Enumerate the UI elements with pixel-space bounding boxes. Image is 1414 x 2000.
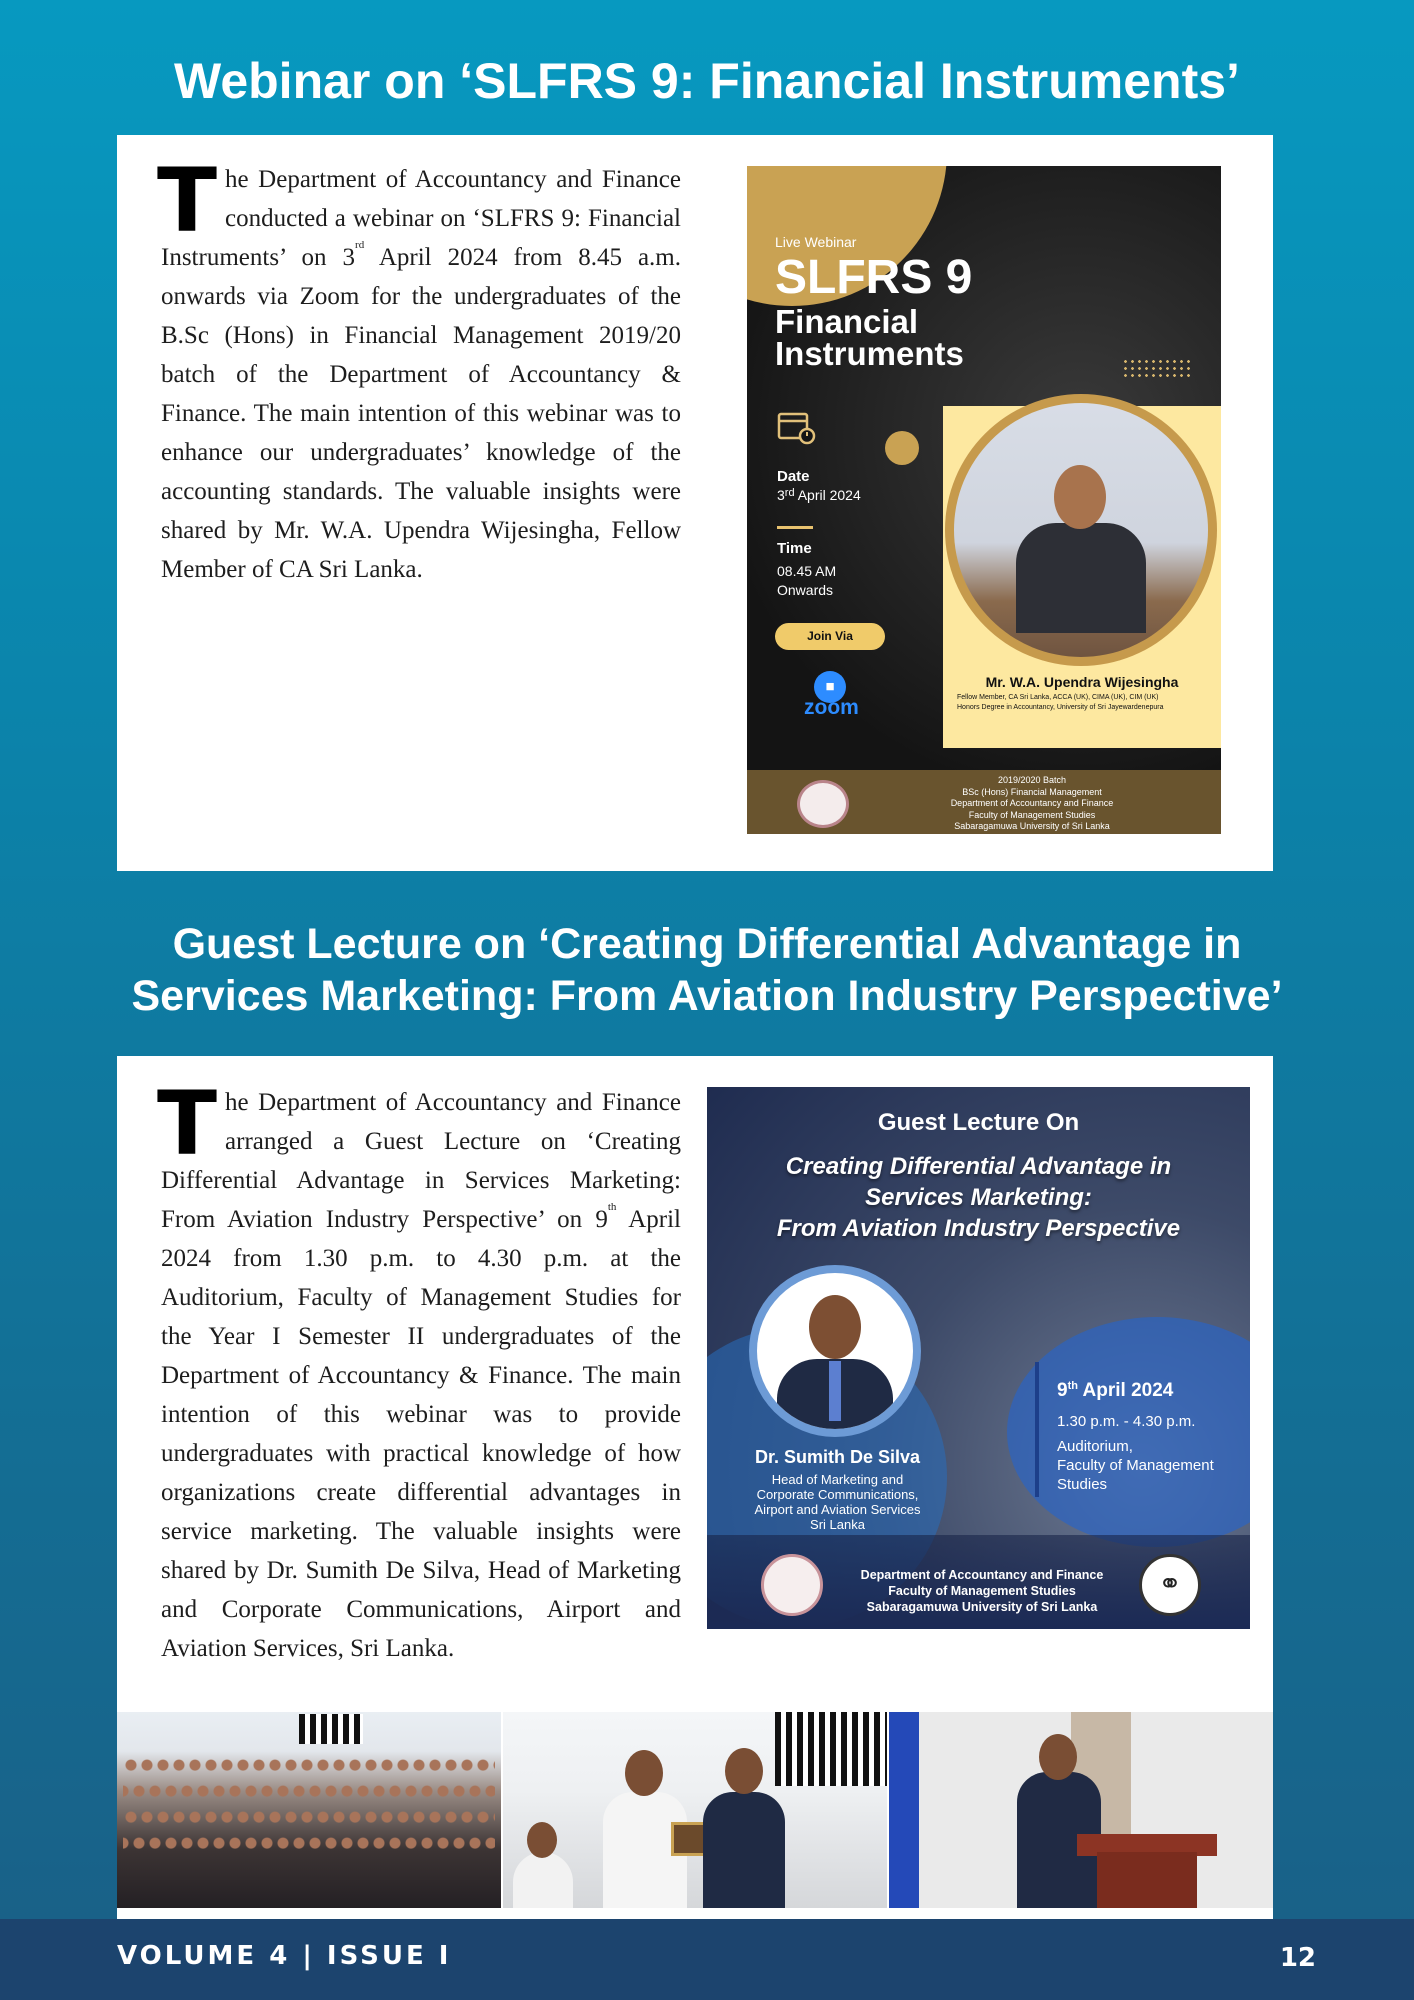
speaker-cred-line: Fellow Member, CA Sri Lanka, ACCA (UK), CIMA (UK), CIM (UK) [957, 694, 1159, 701]
webinar-poster [747, 166, 1221, 834]
poster-organizer [827, 1567, 1137, 1615]
poster-heading: Guest Lecture On [877, 1109, 1080, 1136]
page-footer [0, 1919, 1414, 2000]
guest-lecture-title [0, 918, 1414, 1022]
speaker-title-line: Sri Lanka [810, 1517, 865, 1532]
university-seal-icon [797, 780, 849, 828]
speaker-name: Dr. Sumith De Silva [754, 1447, 921, 1467]
poster-subtitle: Financial Instruments [775, 303, 964, 372]
lecture-text-a: he Department of Accountancy and Finance arranged a Guest Lecture on ‘Creating Differential Advantage in Services Marketing: From Aviation Industry Perspective’ on 9 [161, 1089, 681, 1233]
venue-line: Faculty of Management [1057, 1457, 1214, 1474]
speaker-title-line: Head of Marketing and [771, 1472, 904, 1487]
webinar-title: Webinar on ‘SLFRS 9: Financial Instruments’ [174, 53, 1240, 109]
dots-decoration [1122, 358, 1190, 378]
faculty-logo-icon: ⚭ [1139, 1554, 1201, 1616]
batch-line: Faculty of Management Studies [968, 809, 1096, 820]
speaker-block [725, 1447, 950, 1532]
speaker-name: Mr. W.A. Upendra Wijesingha [985, 674, 1179, 690]
divider-line [777, 526, 813, 529]
poster-kicker: Live Webinar [775, 234, 857, 250]
venue-line: Auditorium, [1057, 1438, 1133, 1455]
date-day: 3 [777, 487, 785, 503]
topic-line: Services Marketing: [865, 1184, 1092, 1211]
organizer-line: Faculty of Management Studies [888, 1584, 1076, 1598]
calendar-icon [777, 409, 817, 453]
drop-cap: T [157, 149, 218, 252]
webinar-text-a: he Department of Accountancy and Finance conducted a webinar on ‘SLFRS 9: Financial Instruments’ on 3 [161, 166, 681, 271]
lecture-time-venue [1057, 1412, 1247, 1494]
page-number: 12 [1279, 1943, 1316, 1973]
lecture-text-b: April 2024 from 1.30 p.m. to 4.30 p.m. at the Auditorium, Faculty of Management Studies for the Year I Semester II undergraduates of the Department of Accountancy & Finance. The main intention of this webinar was to provide undergraduates with practical knowledge of how organizations create differential advantages in service marketing. The valuable insights were shared by Dr. Sumith De Silva, Head of Marketing and Corporate Communications, Airport and Aviation Services, Sri Lanka. [161, 1206, 681, 1662]
poster-topic [707, 1151, 1250, 1244]
drop-cap: T [157, 1072, 218, 1175]
batch-line: Department of Accountancy and Finance [950, 798, 1114, 808]
webinar-paragraph [157, 149, 682, 589]
organizer-line: Department of Accountancy and Finance [860, 1568, 1104, 1582]
university-seal-icon [761, 1554, 823, 1616]
join-via-badge: Join Via [775, 623, 885, 650]
poster-time-value2: Onwards [777, 582, 834, 598]
guest-lecture-poster [707, 1087, 1250, 1629]
speaker-cred-line: Honors Degree in Accountancy, University of Sri Jayewardenepura [957, 704, 1164, 711]
date-accent-bar [1035, 1362, 1039, 1497]
group-photo [117, 1712, 501, 1908]
batch-line: Sabaragamuwa University of Sri Lanka [954, 821, 1110, 831]
speaker-title [725, 1472, 950, 1532]
speaker-credentials [957, 693, 1219, 713]
topic-line: Creating Differential Advantage in [785, 1153, 1172, 1180]
poster-date-label: Date [777, 468, 810, 485]
guest-lecture-paragraph [157, 1072, 681, 1668]
speaker-photo [757, 1273, 913, 1429]
volume-issue-label: VOLUME 4 | ISSUE I [117, 1941, 452, 1971]
lecture-text-sup: th [607, 1201, 617, 1213]
speaker-photo [954, 403, 1208, 657]
qr-code-image [775, 1712, 887, 1786]
poster-big-title: SLFRS 9 [775, 251, 973, 304]
speaker-podium-photo [889, 1712, 1273, 1908]
guest-lecture-title-line: Guest Lecture on ‘Creating Differential Advantage in [172, 920, 1242, 968]
qr-code-image [299, 1714, 363, 1744]
gold-dot-decoration [885, 431, 919, 465]
date-rest: April 2024 [1077, 1380, 1174, 1401]
speaker-title-line: Airport and Aviation Services [754, 1502, 921, 1517]
zoom-logo-text: zoom [804, 696, 859, 719]
batch-line: 2019/2020 Batch [997, 775, 1067, 785]
batch-line: BSc (Hons) Financial Management [962, 786, 1102, 797]
date-sup: th [1067, 1380, 1078, 1392]
guest-lecture-card [117, 1056, 1273, 1919]
poster-time-value: 08.45 AM [777, 563, 837, 579]
poster-time-label: Time [777, 540, 812, 557]
poster-date-value [777, 486, 861, 505]
speaker-title-line: Corporate Communications, [756, 1487, 919, 1502]
date-day: 9 [1057, 1380, 1068, 1401]
webinar-text-b: April 2024 from 8.45 a.m. onwards via Zoom for the undergraduates of the B.Sc (Hons) in Financial Management 2019/20 batch of the Department of Accountancy & Finance. The main intention of this webinar was to enhance our undergraduates’ knowledge of the accounting standards. The valuable insights were shared by Mr. W.A. Upendra Wijesingha, Fellow Member of CA Sri Lanka. [161, 244, 682, 583]
topic-line: From Aviation Industry Perspective [776, 1215, 1181, 1242]
venue-line: Studies [1057, 1476, 1108, 1493]
date-sup: rd [784, 487, 795, 499]
lecture-time: 1.30 p.m. - 4.30 p.m. [1057, 1413, 1196, 1430]
webinar-text-sup: rd [355, 239, 365, 251]
webinar-card [117, 135, 1273, 871]
date-rest: April 2024 [794, 487, 861, 503]
organizer-line: Sabaragamuwa University of Sri Lanka [866, 1600, 1098, 1614]
award-presentation-photo [503, 1712, 887, 1908]
zoom-camera-icon: ■ [814, 671, 846, 703]
guest-lecture-title-line: Services Marketing: From Aviation Industry Perspective’ [131, 972, 1283, 1020]
poster-batch-info [867, 775, 1197, 833]
lecture-date [1057, 1380, 1173, 1402]
